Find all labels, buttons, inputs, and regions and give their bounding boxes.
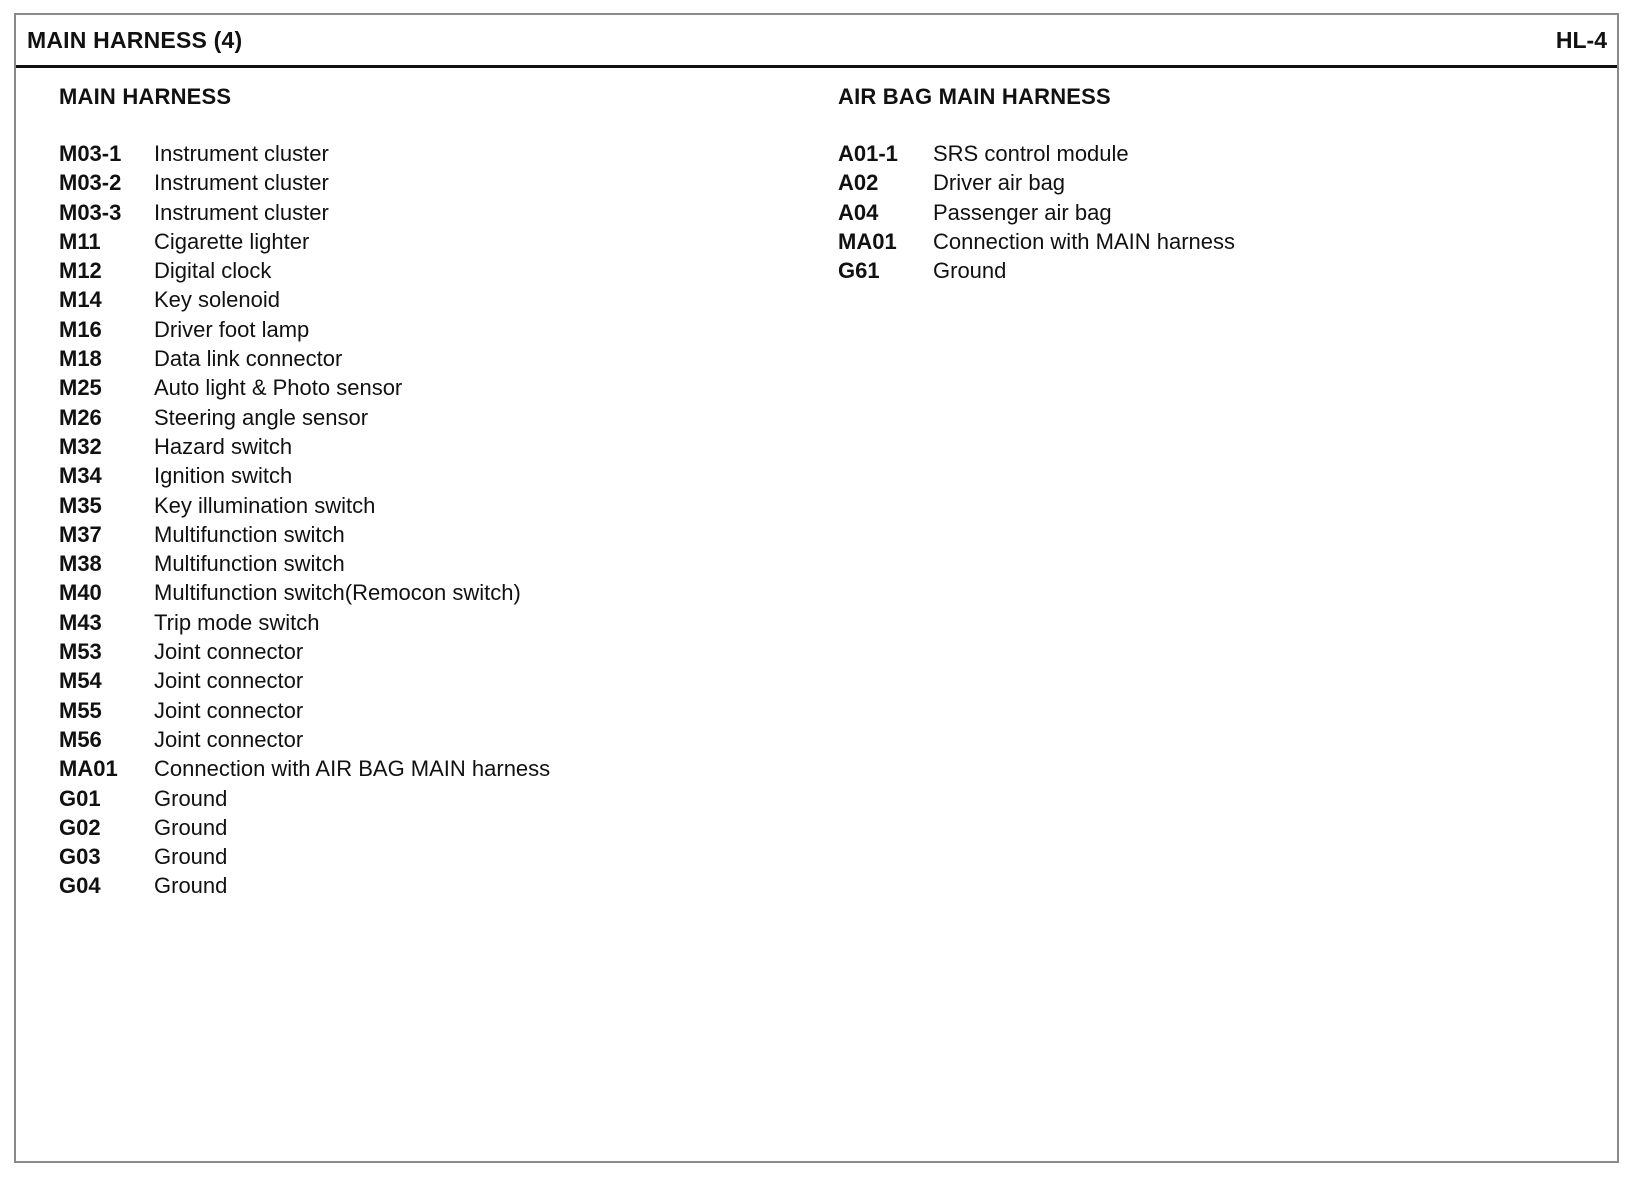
connector-code: M32 bbox=[59, 433, 102, 459]
connector-row bbox=[59, 754, 550, 783]
connector-code: A01-1 bbox=[838, 141, 898, 166]
connector-row bbox=[59, 139, 550, 168]
connector-row bbox=[59, 256, 550, 285]
connector-description: Joint connector bbox=[154, 726, 304, 752]
connector-row bbox=[838, 139, 1235, 168]
connector-description: Ground bbox=[154, 873, 228, 899]
page-code: HL-4 bbox=[1555, 27, 1607, 53]
connector-description: Digital clock bbox=[154, 258, 272, 284]
connector-code: M35 bbox=[59, 492, 102, 518]
connector-row bbox=[59, 608, 550, 637]
connector-description: Trip mode switch bbox=[154, 609, 320, 635]
connector-code: M25 bbox=[59, 375, 102, 401]
connector-row bbox=[838, 168, 1235, 197]
connector-description: Instrument cluster bbox=[154, 141, 329, 166]
connector-code: M14 bbox=[59, 287, 102, 313]
main-harness-title: MAIN HARNESS bbox=[59, 84, 232, 109]
connector-row bbox=[59, 491, 550, 520]
connector-description: Joint connector bbox=[154, 697, 304, 723]
connector-description: Ground bbox=[154, 844, 228, 870]
connector-code: G61 bbox=[838, 258, 880, 284]
connector-row bbox=[59, 227, 550, 256]
connector-code: M55 bbox=[59, 697, 102, 723]
connector-row bbox=[59, 315, 550, 344]
connector-description: Ignition switch bbox=[154, 463, 293, 489]
connector-row bbox=[59, 461, 550, 490]
connector-description: Key solenoid bbox=[154, 287, 280, 313]
connector-code: M54 bbox=[59, 668, 102, 694]
connector-row bbox=[59, 198, 550, 227]
connector-description: Multifunction switch bbox=[154, 521, 345, 547]
air-bag-harness-list bbox=[838, 139, 1235, 285]
connector-code: G02 bbox=[59, 814, 101, 840]
connector-row bbox=[59, 784, 550, 813]
connector-row bbox=[59, 813, 550, 842]
connector-row bbox=[59, 666, 550, 695]
connector-row bbox=[59, 842, 550, 871]
connector-description: Joint connector bbox=[154, 639, 304, 665]
connector-description: SRS control module bbox=[933, 141, 1129, 166]
connector-row bbox=[59, 403, 550, 432]
connector-row bbox=[59, 578, 550, 607]
connector-code: M37 bbox=[59, 521, 102, 547]
connector-code: M03-3 bbox=[59, 199, 122, 225]
connector-code: M40 bbox=[59, 580, 102, 606]
connector-description: Multifunction switch(Remocon switch) bbox=[154, 580, 521, 606]
connector-description: Joint connector bbox=[154, 668, 304, 694]
connector-row bbox=[59, 871, 550, 900]
connector-code: G01 bbox=[59, 785, 101, 811]
connector-code: M56 bbox=[59, 726, 102, 752]
connector-code: G04 bbox=[59, 873, 101, 899]
connector-row bbox=[59, 725, 550, 754]
connector-row bbox=[59, 549, 550, 578]
connector-description: Instrument cluster bbox=[154, 170, 329, 196]
connector-description: Cigarette lighter bbox=[154, 228, 310, 254]
connector-code: A02 bbox=[838, 170, 879, 196]
connector-row bbox=[59, 637, 550, 666]
connector-description: Connection with AIR BAG MAIN harness bbox=[154, 756, 551, 782]
main-harness-section bbox=[59, 82, 550, 901]
connector-row bbox=[59, 168, 550, 197]
connector-row bbox=[59, 520, 550, 549]
connector-description: Hazard switch bbox=[154, 433, 293, 459]
connector-description: Instrument cluster bbox=[154, 199, 329, 225]
connector-code: M03-2 bbox=[59, 170, 122, 196]
connector-row bbox=[59, 344, 550, 373]
connector-code: M26 bbox=[59, 404, 102, 430]
connector-description: Driver air bag bbox=[933, 170, 1066, 196]
connector-description: Key illumination switch bbox=[154, 492, 376, 518]
connector-description: Steering angle sensor bbox=[154, 404, 369, 430]
connector-row bbox=[59, 373, 550, 402]
page-frame bbox=[14, 13, 1619, 1163]
main-harness-list bbox=[59, 139, 550, 901]
connector-row bbox=[838, 198, 1235, 227]
air-bag-harness-section bbox=[838, 82, 1235, 285]
connector-code: M11 bbox=[59, 228, 101, 254]
page-title: MAIN HARNESS (4) bbox=[27, 27, 243, 53]
connector-code: M12 bbox=[59, 258, 102, 284]
connector-description: Ground bbox=[154, 785, 228, 811]
connector-code: G03 bbox=[59, 844, 101, 870]
connector-row bbox=[838, 256, 1235, 285]
connector-description: Auto light & Photo sensor bbox=[154, 375, 403, 401]
connector-description: Multifunction switch bbox=[154, 551, 345, 577]
connector-code: M03-1 bbox=[59, 141, 122, 166]
air-bag-harness-title: AIR BAG MAIN HARNESS bbox=[838, 84, 1111, 109]
connector-description: Passenger air bag bbox=[933, 199, 1112, 225]
connector-code: M16 bbox=[59, 316, 102, 342]
connector-row bbox=[838, 227, 1235, 256]
connector-code: A04 bbox=[838, 199, 879, 225]
page-header bbox=[16, 15, 1617, 68]
connector-description: Ground bbox=[154, 814, 228, 840]
connector-code: M34 bbox=[59, 463, 102, 489]
connector-description: Data link connector bbox=[154, 346, 343, 372]
connector-code: M53 bbox=[59, 639, 102, 665]
connector-row bbox=[59, 696, 550, 725]
connector-description: Connection with MAIN harness bbox=[933, 228, 1236, 254]
connector-code: MA01 bbox=[59, 756, 118, 782]
connector-code: M38 bbox=[59, 551, 102, 577]
connector-row bbox=[59, 432, 550, 461]
connector-description: Ground bbox=[933, 258, 1007, 284]
connector-code: M43 bbox=[59, 609, 102, 635]
connector-code: MA01 bbox=[838, 228, 897, 254]
connector-code: M18 bbox=[59, 346, 102, 372]
connector-row bbox=[59, 285, 550, 314]
connector-description: Driver foot lamp bbox=[154, 316, 310, 342]
